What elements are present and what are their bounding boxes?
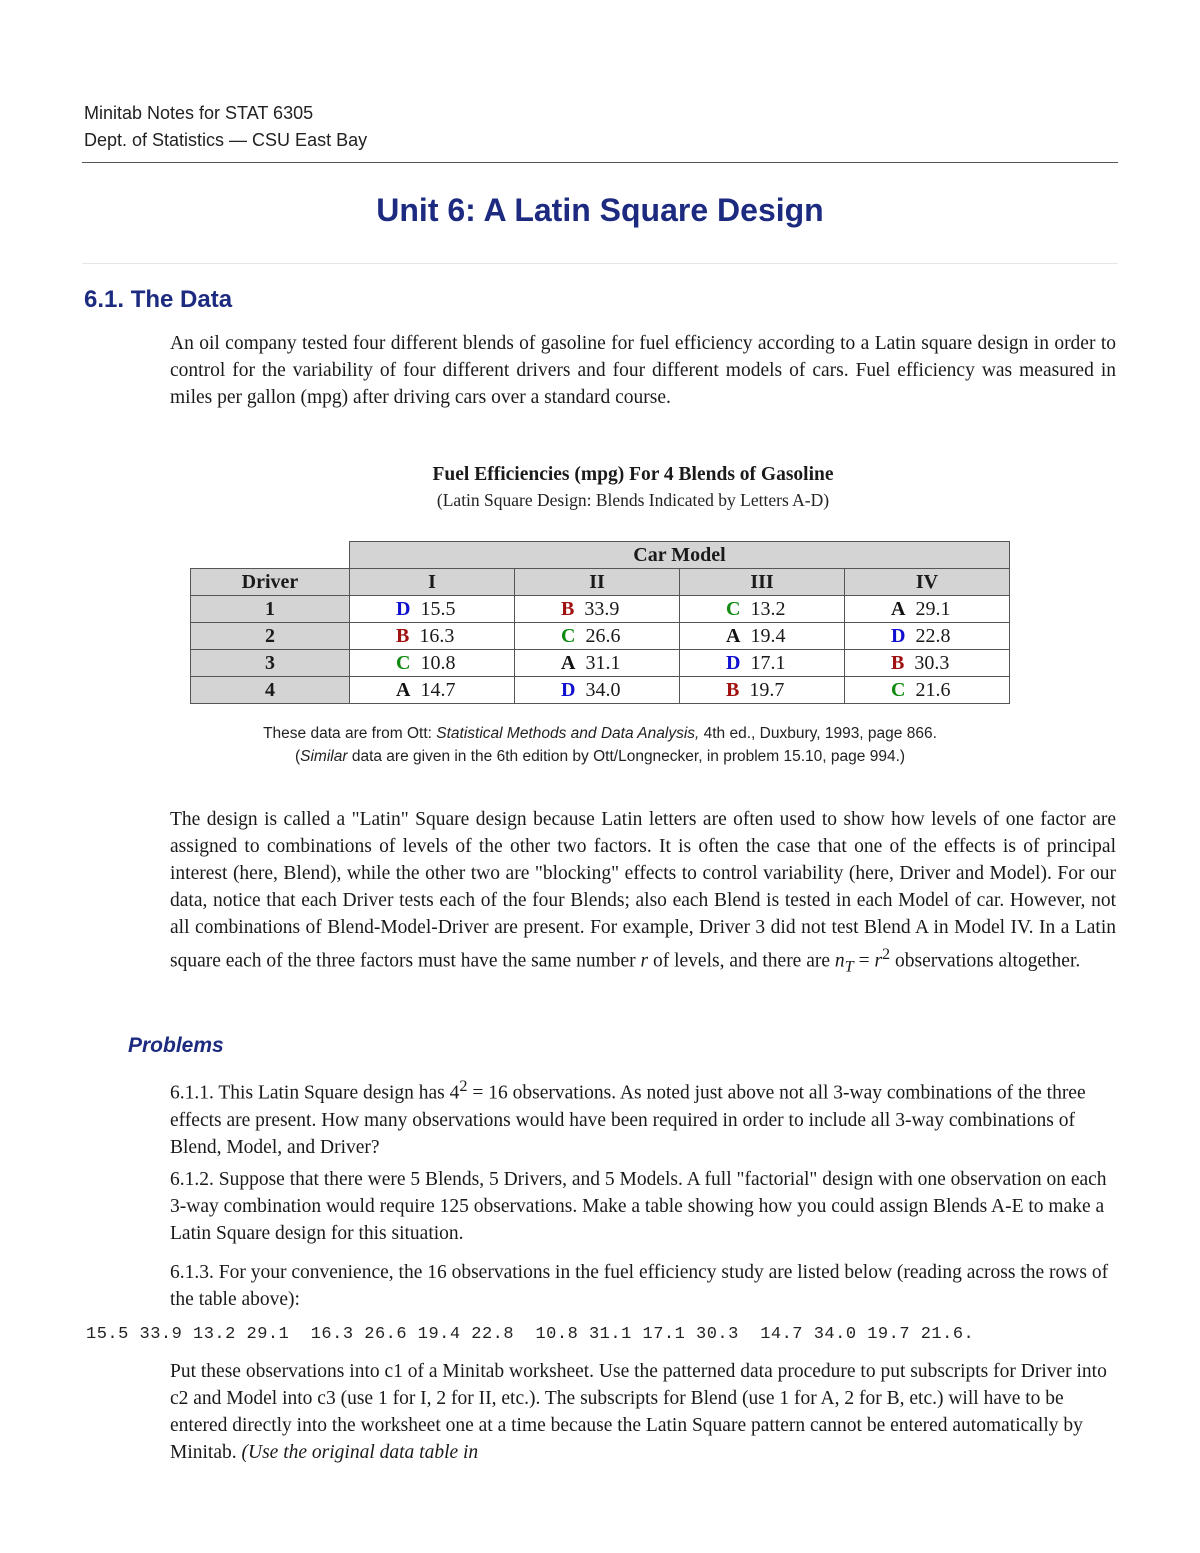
design-text-end: observations altogether.: [890, 950, 1081, 972]
problem-text: 6.1.1. This Latin Square design has 4: [170, 1082, 460, 1104]
model-col-header: IV: [845, 569, 1010, 596]
mpg-value: 21.6: [915, 678, 951, 701]
table-cell: [515, 677, 680, 704]
table-row: [191, 596, 1010, 623]
source-note: [0, 748, 1200, 766]
driver-header: Driver: [191, 569, 350, 596]
title-divider: [82, 263, 1118, 264]
table-cell: [515, 623, 680, 650]
blend-letter: D: [561, 678, 576, 701]
mpg-value: 31.1: [585, 651, 621, 674]
blend-letter: D: [726, 651, 741, 674]
mpg-value: 22.8: [915, 624, 951, 647]
mpg-value: 15.5: [420, 597, 456, 620]
model-col-header: III: [680, 569, 845, 596]
instructions-text: Put these observations into c1 of a Minitab worksheet. Use the patterned data procedure to put subscripts for Driver into c2 and Model into c3 (use 1 for I, 2 for II, etc.). The subscripts for Blend (use 1 for A, 2 for B, etc.) will have to be entered directly into the worksheet one at a time because the Latin Square pattern cannot be entered automatically by Minitab.: [170, 1361, 1107, 1463]
table-cell: [845, 677, 1010, 704]
mpg-value: 19.4: [750, 624, 786, 647]
table-cell: [845, 596, 1010, 623]
mpg-value: 26.6: [585, 624, 621, 647]
blend-letter: A: [396, 678, 411, 701]
model-col-header: II: [515, 569, 680, 596]
page-header: [84, 100, 367, 154]
table-row: [191, 677, 1010, 704]
design-text-mid: of levels, and there are: [648, 950, 835, 972]
driver-label: 4: [191, 677, 350, 704]
mpg-value: 17.1: [750, 651, 786, 674]
table-cell: [680, 650, 845, 677]
table-subtitle: (Latin Square Design: Blends Indicated by Letters A-D): [436, 490, 830, 510]
equals-sign: =: [853, 950, 875, 972]
header-course: Minitab Notes for STAT 6305: [84, 103, 314, 123]
mpg-value: 19.7: [749, 678, 785, 701]
table-cell: [680, 623, 845, 650]
problem-instructions: [170, 1358, 1118, 1466]
citation-suffix: 4th ed., Duxbury, 1993, page 866.: [699, 725, 937, 742]
instructions-italic: (Use the original data table in: [241, 1442, 479, 1463]
table-cell: [350, 623, 515, 650]
note-rest: data are given in the 6th edition by Ott/Longnecker, in problem 15.10, page 994.): [347, 748, 906, 765]
header-divider: [82, 162, 1118, 163]
blend-letter: D: [891, 624, 906, 647]
table-cell: [845, 650, 1010, 677]
mpg-value: 33.9: [584, 597, 620, 620]
var-n-subscript: T: [844, 957, 854, 976]
table-cell: [350, 650, 515, 677]
driver-label: 1: [191, 596, 350, 623]
section-heading: 6.1. The Data: [84, 286, 233, 313]
problems-heading: Problems: [128, 1034, 224, 1057]
blend-letter: B: [396, 624, 410, 647]
observations-data-line: 15.5 33.9 13.2 29.1 16.3 26.6 19.4 22.8 10.8 31.1 17.1 30.3 14.7 34.0 19.7 21.6.: [86, 1325, 975, 1344]
citation-prefix: These data are from Ott:: [263, 725, 437, 742]
mpg-value: 16.3: [419, 624, 455, 647]
mpg-value: 34.0: [585, 678, 621, 701]
mpg-value: 29.1: [915, 597, 951, 620]
design-paragraph: [170, 806, 1116, 980]
problem-text: = 16 observations. As noted just above not all 3-way combinations of the three effects are present. How many observations would have been required in order to include all 3-way combinations of Blend, Model, and Driver?: [170, 1082, 1086, 1158]
superscript-two: 2: [882, 945, 891, 963]
header-dept: Dept. of Statistics — CSU East Bay: [84, 130, 368, 150]
blend-letter: C: [891, 678, 906, 701]
var-n: n: [834, 950, 845, 972]
table-cell: [350, 677, 515, 704]
driver-label: 3: [191, 650, 350, 677]
var-r-squared: r: [874, 950, 883, 972]
table-row: [191, 623, 1010, 650]
blend-letter: A: [561, 651, 576, 674]
note-open: (: [294, 748, 301, 765]
driver-label: 2: [191, 623, 350, 650]
blend-letter: B: [891, 651, 905, 674]
var-r: r: [640, 950, 649, 972]
superscript-two: 2: [459, 1077, 468, 1095]
table-cell: [680, 596, 845, 623]
blend-letter: D: [396, 597, 411, 620]
blend-letter: C: [561, 624, 576, 647]
mpg-value: 14.7: [420, 678, 456, 701]
table-row: [191, 650, 1010, 677]
book-title: Statistical Methods and Data Analysis,: [436, 725, 700, 742]
note-similar: Similar: [300, 748, 348, 765]
table-title: Fuel Efficiencies (mpg) For 4 Blends of Gasoline: [432, 464, 834, 485]
blend-letter: B: [726, 678, 740, 701]
source-citation: [0, 725, 1200, 743]
mpg-value: 10.8: [420, 651, 456, 674]
table-cell: [845, 623, 1010, 650]
intro-paragraph: An oil company tested four different blends of gasoline for fuel efficiency according to a Latin square design in order to control for the variability of four different drivers and four different models of cars. Fuel efficiency was measured in miles per gallon (mpg) after driving cars over a standard course.: [170, 333, 1116, 408]
table-cell: [515, 650, 680, 677]
mpg-value: 30.3: [914, 651, 950, 674]
table-cell: [350, 596, 515, 623]
car-model-header: Car Model: [350, 542, 1010, 569]
table-cell: [680, 677, 845, 704]
table-corner: [191, 542, 350, 569]
blend-letter: C: [726, 597, 741, 620]
page-title: Unit 6: A Latin Square Design: [376, 192, 824, 228]
latin-square-table: [190, 541, 1010, 704]
table-cell: [515, 596, 680, 623]
blend-letter: C: [396, 651, 411, 674]
blend-letter: A: [726, 624, 741, 647]
problem-6-1-2: 6.1.2. Suppose that there were 5 Blends, 5 Drivers, and 5 Models. A full "factorial" design with one observation on each 3-way combination would require 125 observations. Make a table showing how you could assign Blends A-E to make a Latin Square design for this situation.: [170, 1169, 1107, 1244]
design-text: The design is called a "Latin" Square design because Latin letters are often used to show how levels of one factor are assigned to combinations of levels of the other two factors. It is often the case that one of the effects is of principal interest (here, Blend), while the other two are "blocking" effects to control variability (here, Driver and Model). For our data, notice that each Driver tests each of the four Blends; also each Blend is tested in each Model of car. However, not all combinations of Blend-Model-Driver are present. For example, Driver 3 did not test Blend A in Model IV. In a Latin square each of the three factors must have the same number: [170, 809, 1116, 972]
problem-6-1-1: [170, 1073, 1118, 1161]
model-col-header: I: [350, 569, 515, 596]
problem-6-1-3: 6.1.3. For your convenience, the 16 observations in the fuel efficiency study are listed below (reading across the rows of the table above):: [170, 1262, 1109, 1310]
blend-letter: B: [561, 597, 575, 620]
mpg-value: 13.2: [750, 597, 786, 620]
blend-letter: A: [891, 597, 906, 620]
